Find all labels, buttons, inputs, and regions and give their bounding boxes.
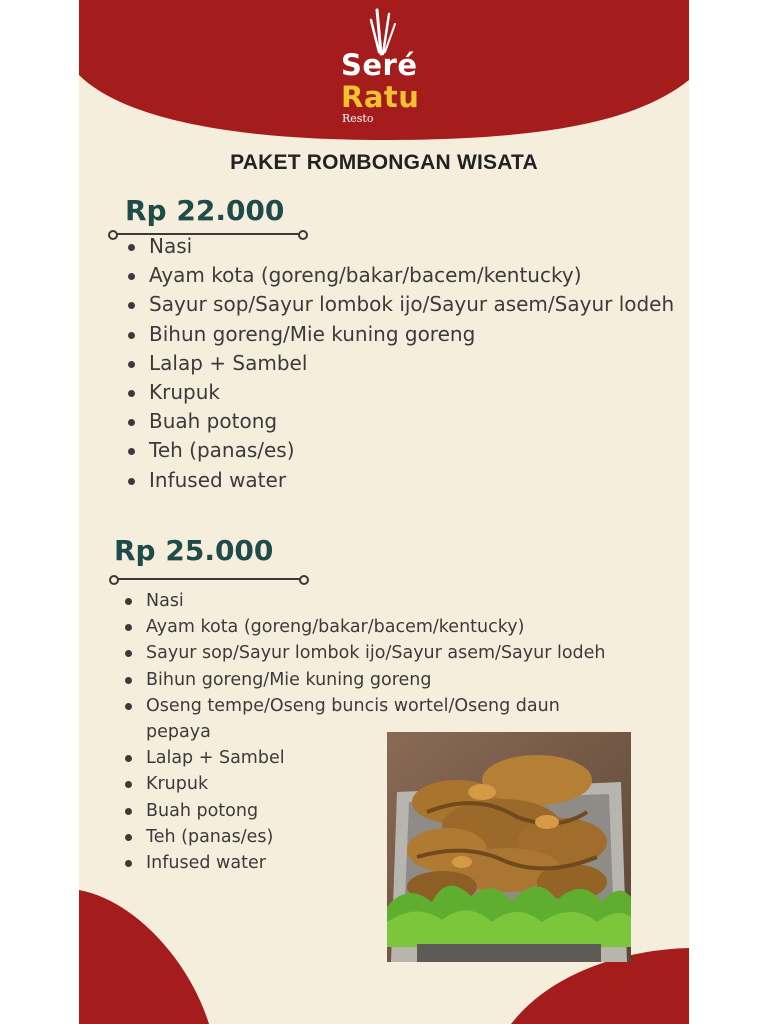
logo-word-ratu: Ratu (341, 80, 420, 114)
page-title: PAKET ROMBONGAN WISATA (230, 151, 538, 174)
list-item: Infused water (125, 466, 685, 495)
list-item: Bihun goreng/Mie kuning goreng (122, 667, 687, 693)
logo-word-sere: Seré (341, 48, 418, 82)
package-2-divider (109, 574, 309, 584)
list-item: Teh (panas/es) (125, 436, 685, 465)
package-1-price: Rp 22.000 (125, 194, 285, 227)
list-item: Krupuk (122, 771, 687, 797)
list-item: Sayur sop/Sayur lombok ijo/Sayur asem/Sayur lodeh (122, 640, 687, 666)
list-item: Ayam kota (goreng/bakar/bacem/kentucky) (122, 614, 687, 640)
list-item: Oseng tempe/Oseng buncis wortel/Oseng daun pepaya (122, 693, 616, 745)
list-item: Sayur sop/Sayur lombok ijo/Sayur asem/Sayur lodeh (125, 290, 685, 319)
fried-chicken-platter-image (387, 732, 631, 962)
list-item: Bihun goreng/Mie kuning goreng (125, 320, 685, 349)
restaurant-logo (329, 8, 449, 126)
list-item: Ayam kota (goreng/bakar/bacem/kentucky) (125, 261, 685, 290)
list-item: Buah potong (125, 407, 685, 436)
logo-word-resto: Resto (342, 112, 374, 125)
list-item: Teh (panas/es) (122, 824, 687, 850)
list-item: Infused water (122, 850, 687, 876)
package-1-item-list (125, 232, 685, 495)
list-item: Lalap + Sambel (122, 745, 687, 771)
list-item: Krupuk (125, 378, 685, 407)
list-item: Nasi (122, 588, 687, 614)
list-item: Lalap + Sambel (125, 349, 685, 378)
package-2-price: Rp 25.000 (114, 534, 274, 567)
menu-flyer (79, 0, 689, 1024)
bottom-left-red-shape (79, 890, 209, 1024)
list-item: Buah potong (122, 798, 687, 824)
list-item: Nasi (125, 232, 685, 261)
